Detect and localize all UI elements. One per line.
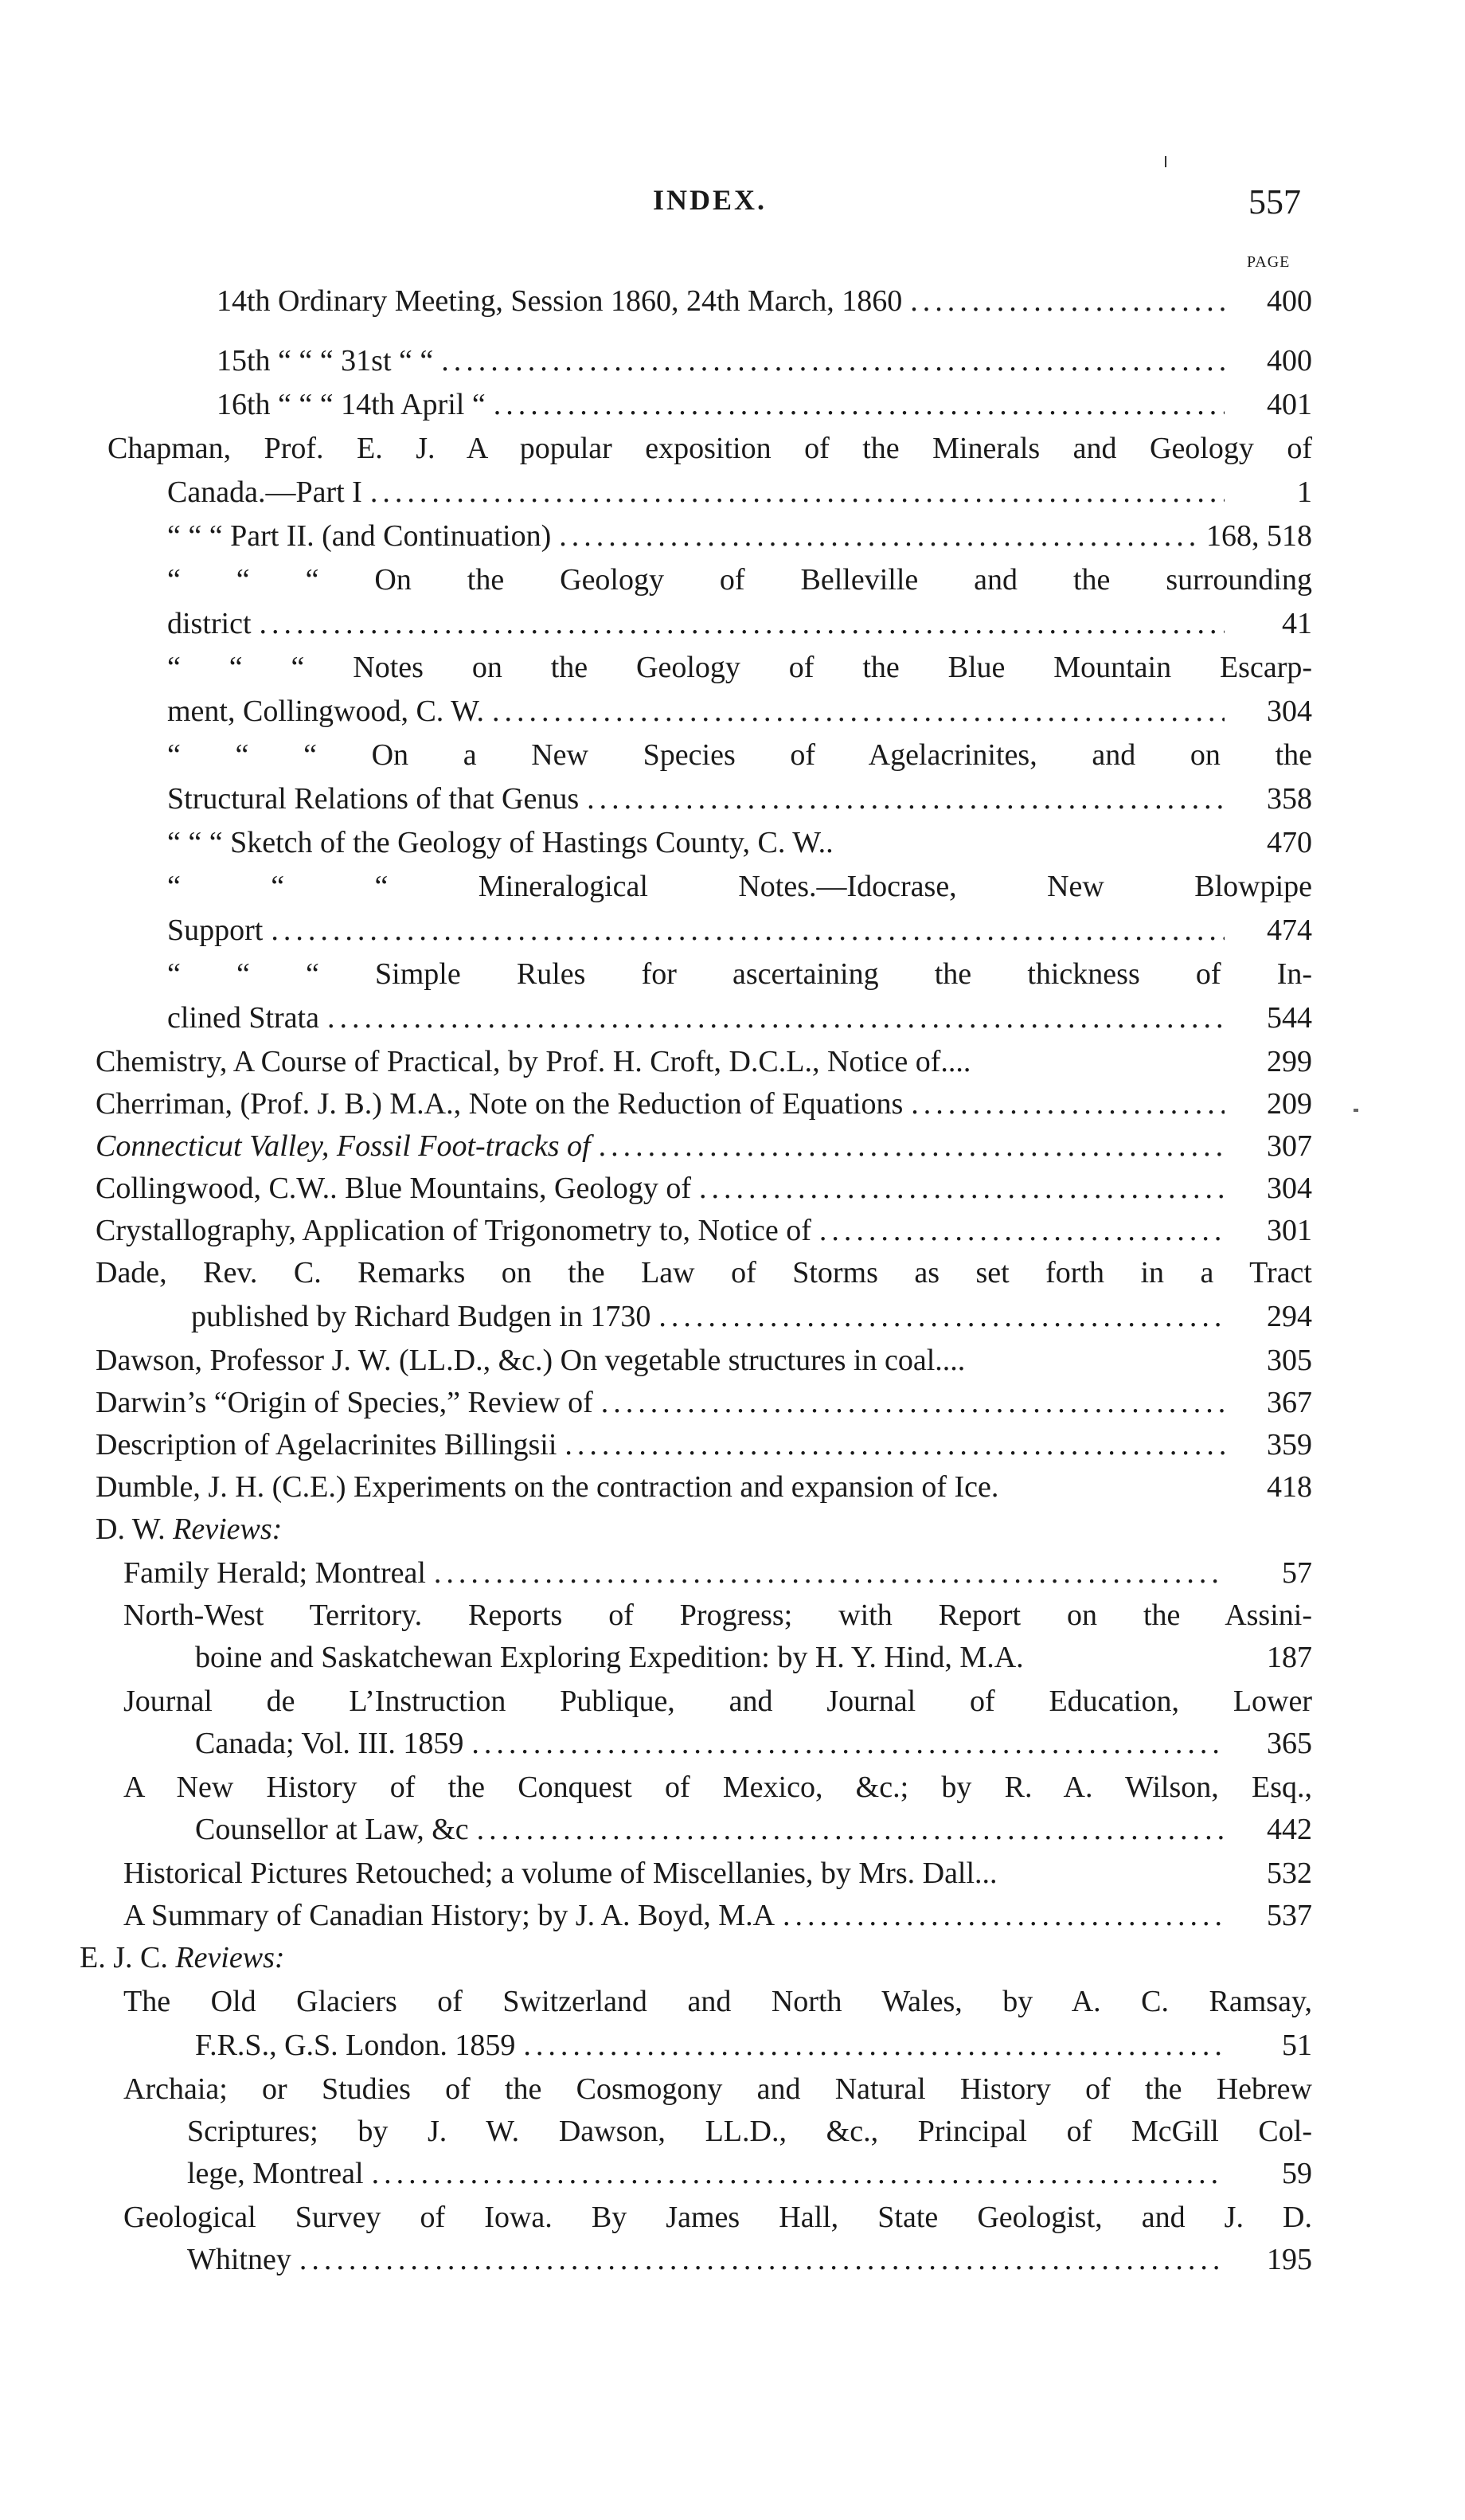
entry-text: Description of Agelacrinites Billingsii [96,1428,557,1462]
entry-text: Connecticut Valley, Fossil Foot-tracks of [96,1129,591,1163]
entry-text: The Old Glaciers of Switzerland and North Wales, by A. C. Ramsay, [123,1985,1312,2018]
index-entry [217,382,1312,427]
dot-leader [658,1294,1225,1339]
entry-page-number: 209 [1267,1087,1312,1121]
entry-page-number: 304 [1267,695,1312,728]
dot-leader [587,777,1225,821]
entry-page-number: 57 [1282,1556,1312,1590]
index-entry [96,1039,1312,1084]
index-entry [80,1935,1312,1980]
ink-speck [1354,1109,1358,1112]
index-entry [96,1422,1312,1467]
entry-text: 16th “ “ “ 14th April “ [217,388,486,421]
entry-text: Canada.—Part I [167,475,362,509]
dot-leader [819,1208,1225,1253]
dot-leader [699,1166,1225,1211]
dot-leader [327,996,1225,1040]
index-entry [96,1380,1312,1425]
entry-text: “ “ “ Sketch of the Geology of Hastings County, C. W.. [167,826,834,859]
dot-leader [494,382,1225,427]
index-entry [96,1507,1312,1552]
dot-leader [783,1893,1225,1938]
entry-page-number: 301 [1267,1214,1312,1247]
entry-text: Counsellor at Law, &c [195,1813,469,1846]
entry-text: Crystallography, Application of Trigonometry to, Notice of [96,1214,811,1247]
entry-text: 15th “ “ “ 31st “ “ [217,344,434,378]
entry-text: Support [167,914,264,947]
entry-page-number: 187 [1267,1641,1312,1674]
dot-leader [559,514,1198,558]
entry-page-number: 470 [1267,826,1312,859]
index-entry [195,2023,1312,2068]
dot-leader [372,2151,1225,2196]
ink-mark [1165,156,1166,167]
dot-leader [471,1721,1225,1766]
entry-page-number: 294 [1267,1300,1312,1333]
index-entry [217,338,1312,383]
entry-text: “ “ “ Mineralogical Notes.—Idocrase, New Blowpipe [167,870,1312,903]
entry-text: A Summary of Canadian History; by J. A. Boyd, M.A [123,1899,775,1932]
entry-page-number: 400 [1267,284,1312,318]
index-entry [123,1593,1312,1638]
entry-text: 14th Ordinary Meeting, Session 1860, 24th March, 1860 [217,284,903,318]
dot-leader [565,1422,1225,1467]
entry-page-number: 400 [1267,344,1312,378]
index-entry [123,1679,1312,1724]
entry-page-number: 358 [1267,782,1312,816]
entry-text: “ “ “ Simple Rules for ascertaining the thickness of In- [167,957,1312,991]
entry-text: D. W. Reviews: [96,1512,283,1546]
index-entry [167,558,1312,602]
index-entry [187,2151,1312,2196]
entry-page-number: 1 [1297,475,1312,509]
index-entry [167,777,1312,821]
index-entry [123,1851,1312,1896]
dot-leader [434,1551,1225,1595]
index-entry [195,1807,1312,1852]
index-entry [187,2237,1312,2282]
entry-page-number: 51 [1282,2029,1312,2062]
entry-text: Dade, Rev. C. Remarks on the Law of Storms as set forth in a Tract [96,1256,1312,1289]
entry-text: Whitney [187,2243,291,2276]
dot-leader [492,689,1225,734]
entry-page-number: 418 [1267,1470,1312,1504]
index-entry [191,1294,1312,1339]
index-entry [167,908,1312,953]
index-entry [195,1721,1312,1766]
entry-text: Journal de L’Instruction Publique, and Journal of Education, Lower [123,1685,1312,1718]
entry-page-number: 59 [1282,2157,1312,2190]
entry-text: Archaia; or Studies of the Cosmogony and Natural History of the Hebrew [123,2072,1312,2106]
entry-page-number: 168, 518 [1206,519,1312,553]
index-entry [123,1765,1312,1810]
entry-text: “ “ “ On the Geology of Belleville and the surrounding [167,563,1312,597]
index-entry [123,2067,1312,2111]
index-entry [123,2195,1312,2240]
entry-text: lege, Montreal [187,2157,364,2190]
entry-page-number: 304 [1267,1172,1312,1205]
entry-page-number: 359 [1267,1428,1312,1462]
page-number: 557 [1248,182,1301,221]
index-entry [123,1893,1312,1938]
dot-leader [260,601,1225,646]
entry-text: Canada; Vol. III. 1859 [195,1727,464,1760]
index-entry [167,820,1312,865]
dot-leader [271,908,1225,953]
entry-text: Chemistry, A Course of Practical, by Prof. H. Croft, D.C.L., Notice of.... [96,1045,971,1078]
entry-page-number: 474 [1267,914,1312,947]
index-entry [217,279,1312,323]
entry-text: boine and Saskatchewan Exploring Expedition: by H. Y. Hind, M.A. [195,1641,1024,1674]
entry-text: “ “ “ On a New Species of Agelacrinites, and on the [167,738,1312,772]
index-entry [167,689,1312,734]
entry-text: F.R.S., G.S. London. 1859 [195,2029,516,2062]
entry-text: E. J. C. Reviews: [80,1941,285,1974]
index-entry [96,1250,1312,1295]
entry-text: Darwin’s “Origin of Species,” Review of [96,1386,593,1419]
entry-text: “ “ “ Part II. (and Continuation) [167,519,552,553]
index-entry [96,1338,1312,1383]
index-entry [167,601,1312,646]
dot-leader [370,470,1225,515]
index-entry [167,470,1312,515]
entry-text: district [167,607,252,640]
dot-leader [599,1124,1225,1168]
dot-leader [601,1380,1225,1425]
page-header [0,151,1465,271]
entry-text: Chapman, Prof. E. J. A popular exposition of the Minerals and Geology of [107,432,1312,465]
dot-leader [910,279,1225,323]
index-entry [167,952,1312,996]
dot-leader [477,1807,1225,1852]
entry-page-number: 299 [1267,1045,1312,1078]
dot-leader [911,1082,1225,1126]
entry-page-number: 305 [1267,1344,1312,1377]
entry-page-number: 537 [1267,1899,1312,1932]
index-entry [107,426,1312,471]
entry-text: Structural Relations of that Genus [167,782,580,816]
entry-text: clined Strata [167,1001,319,1035]
index-entry [187,2109,1312,2154]
index-entry [96,1166,1312,1211]
entry-text: Scriptures; by J. W. Dawson, LL.D., &c., Principal of McGill Col- [187,2115,1312,2148]
running-title: INDEX. [653,184,768,216]
entry-page-number: 401 [1267,388,1312,421]
index-entry [167,645,1312,690]
index-entry [167,996,1312,1040]
entry-page-number: 442 [1267,1813,1312,1846]
page-column-label: PAGE [1247,253,1291,271]
index-entry [96,1465,1312,1509]
entry-text: Collingwood, C.W.. Blue Mountains, Geology of [96,1172,692,1205]
entry-page-number: 367 [1267,1386,1312,1419]
entry-text: Dawson, Professor J. W. (LL.D., &c.) On vegetable structures in coal.... [96,1344,966,1377]
entry-text: Geological Survey of Iowa. By James Hall, State Geologist, and J. D. [123,2201,1312,2234]
index-entry [123,1979,1312,2024]
entry-text: Dumble, J. H. (C.E.) Experiments on the contraction and expansion of Ice. [96,1470,999,1504]
entry-text: published by Richard Budgen in 1730 [191,1300,651,1333]
index-entry [195,1635,1312,1680]
index-entry [96,1208,1312,1253]
entry-text: Family Herald; Montreal [123,1556,426,1590]
index-entry [167,514,1312,558]
entry-text: Cherriman, (Prof. J. B.) M.A., Note on the Reduction of Equations [96,1087,904,1121]
entry-page-number: 544 [1267,1001,1312,1035]
entry-page-number: 532 [1267,1857,1312,1890]
entry-text: ment, Collingwood, C. W. [167,695,484,728]
entry-text: North-West Territory. Reports of Progress; with Report on the Assini- [123,1598,1312,1632]
entry-text: A New History of the Conquest of Mexico, &c.; by R. A. Wilson, Esq., [123,1771,1312,1804]
index-entry [167,733,1312,777]
index-entry [96,1082,1312,1126]
entry-page-number: 41 [1282,607,1312,640]
dot-leader [299,2237,1225,2282]
dot-leader [441,338,1225,383]
index-entry [167,864,1312,909]
entry-text: “ “ “ Notes on the Geology of the Blue Mountain Escarp- [167,651,1312,684]
entry-page-number: 195 [1267,2243,1312,2276]
index-entry [123,1551,1312,1595]
entry-text: Historical Pictures Retouched; a volume of Miscellanies, by Mrs. Dall... [123,1857,998,1890]
dot-leader [523,2023,1225,2068]
entry-page-number: 307 [1267,1129,1312,1163]
index-entry [96,1124,1312,1168]
entry-page-number: 365 [1267,1727,1312,1760]
